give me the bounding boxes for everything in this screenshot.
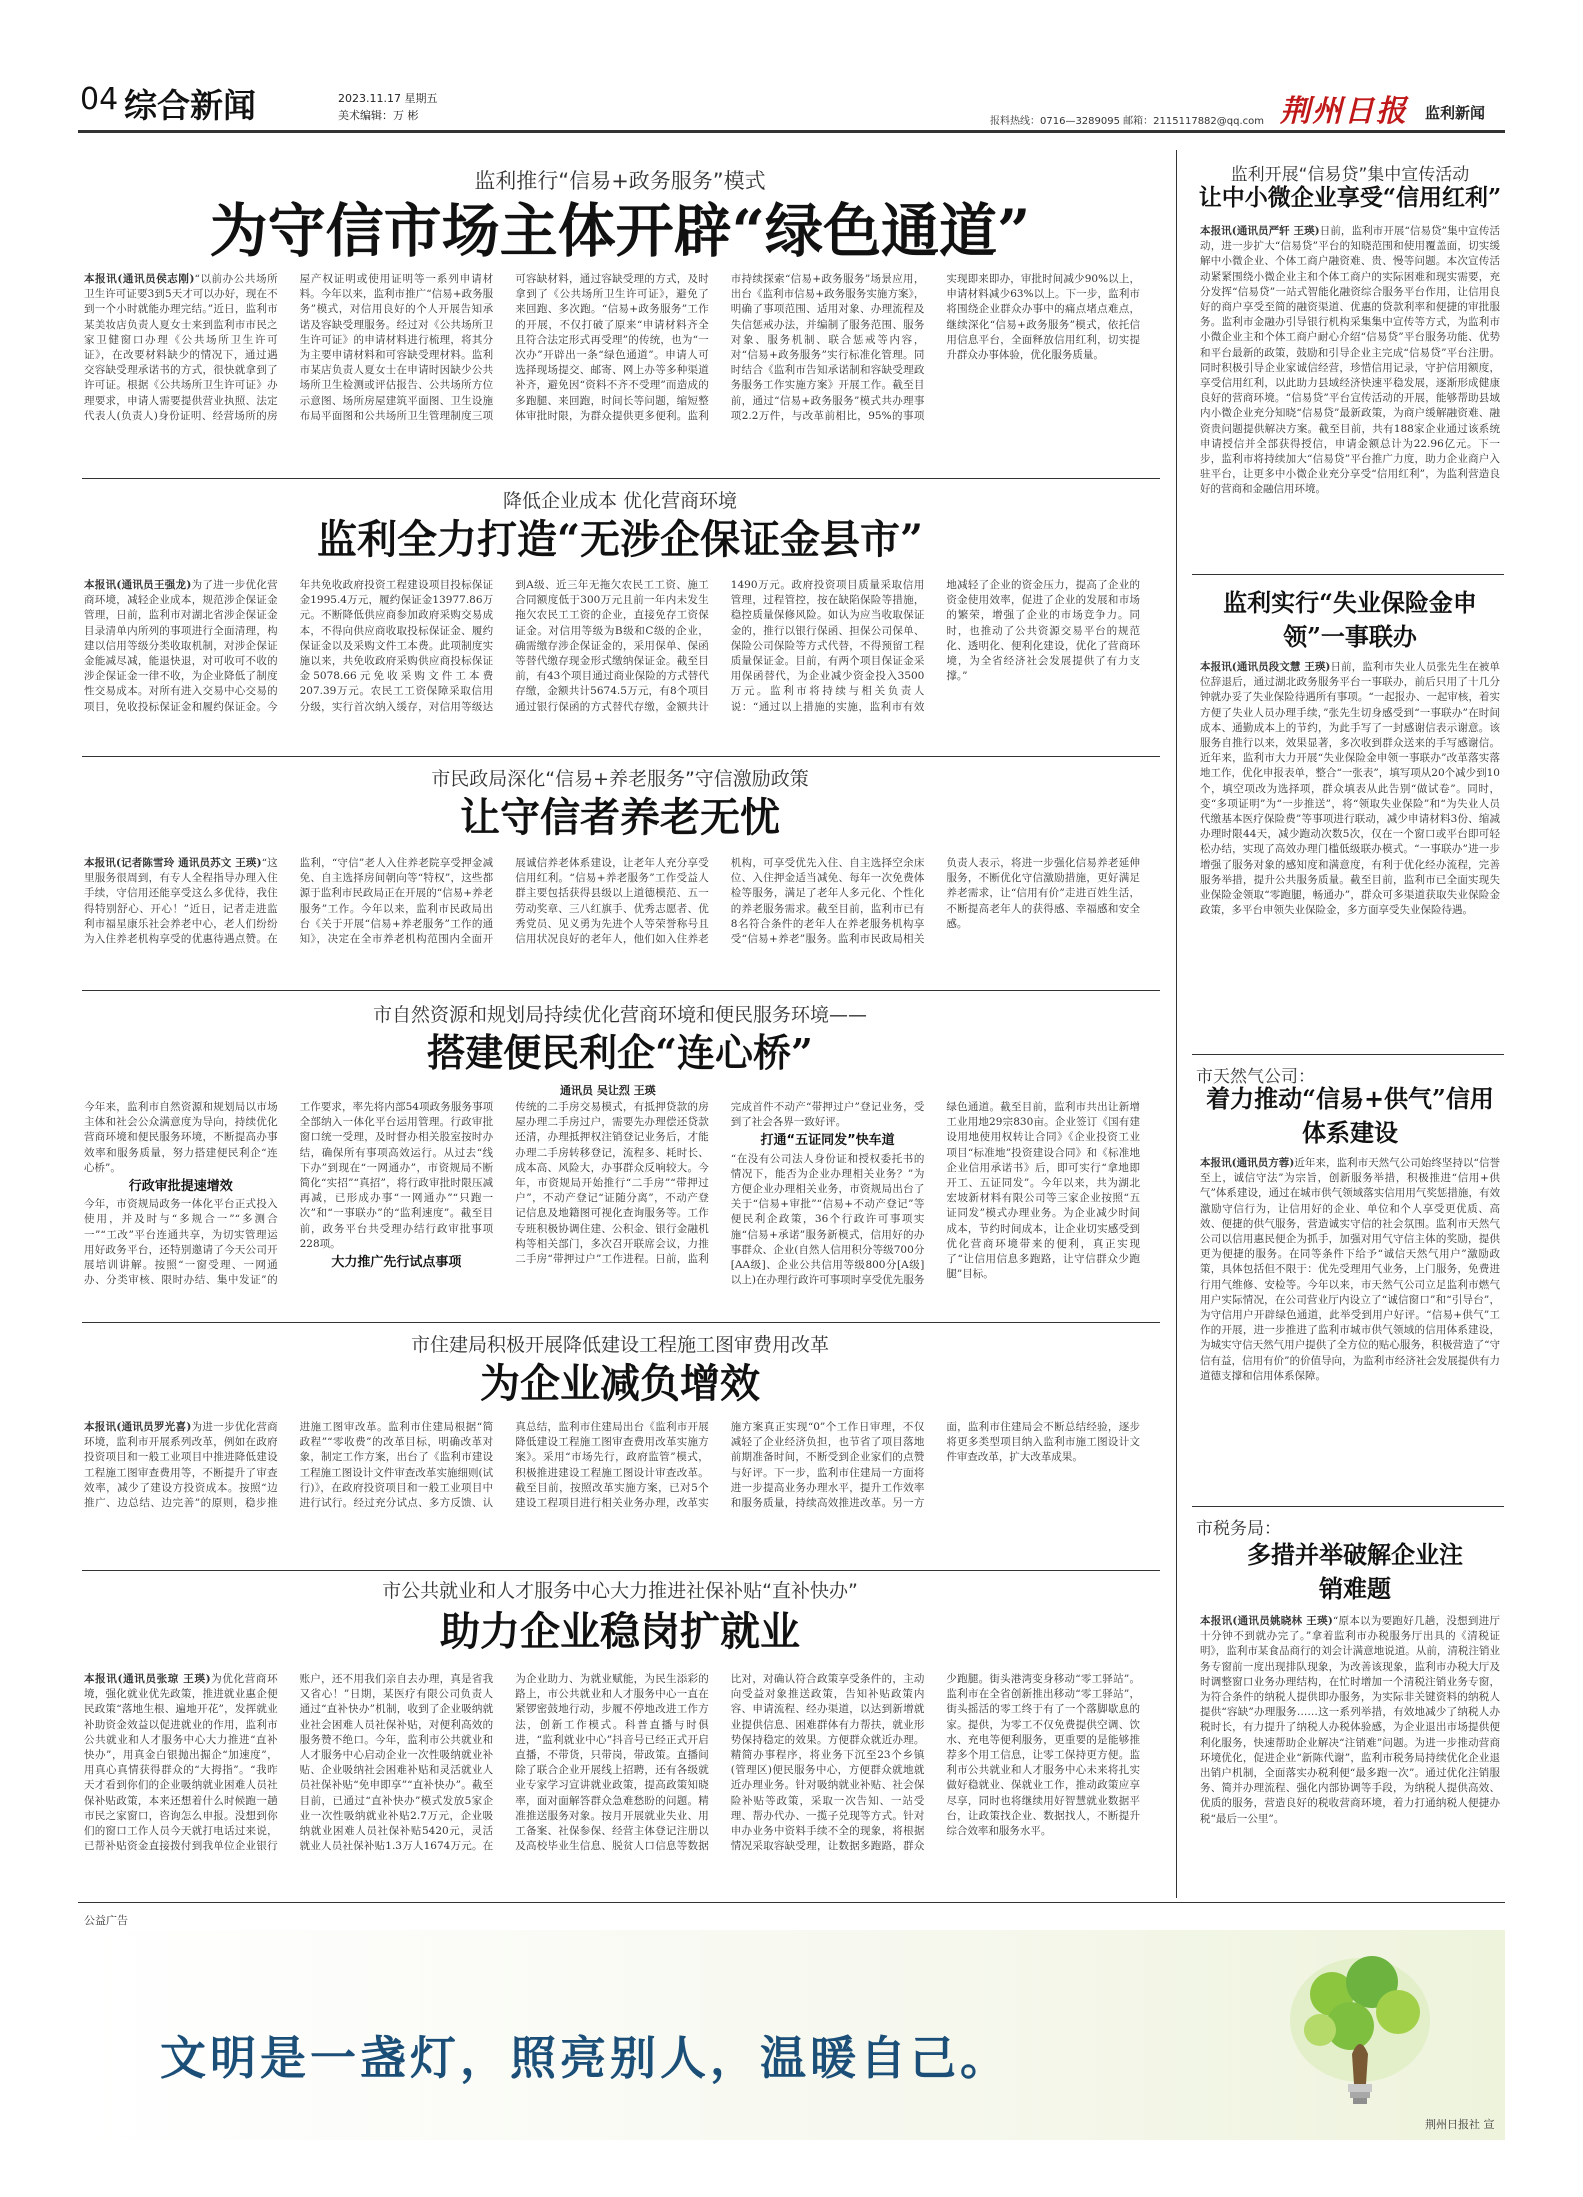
article-headline: 让守信者养老无忧 [460,794,780,841]
divider [82,1322,1160,1323]
divider [82,990,1160,991]
side-byline: 本报讯(通讯员段文慧 王瑛) [1200,661,1331,673]
article-headline: 为企业减负增效 [480,1360,760,1407]
ad-slogan: 文明是一盏灯，照亮别人，温暖自己。 [160,2031,1010,2085]
article-text: 为了进一步优化营商环境，减轻企业成本，规范涉企保证金管理，日前，监利市对湖北省涉企保证金目录清单内所列的事项进行全面清理，构建以信用等级分类收取机制，对涉企保证金能减尽减，能退快退，对可收可不收的涉企保证金一律不收，为企业降低了制度性交易成本。对所有进入交易中心交易的项目，免收投标保证金和履约保证金。今年共免收政府投资工程建设项目投标保证金1995.4万元，履约保证金13977.86万元。不断降低供应商参加政府采购交易成本，不得向供应商收取投标保证金、履约保证金以及采购文件工本费。此项制度实施以来，共免收政府采购供应商投标保证金5078.66元免收采购文件工本费207.39万元。农民工工资保障采取信用分级，实行首次纳入缓存，对信用等级达到A级、近三年无拖欠农民工工资、施工合同额度低于300万元且前一年内未发生拖欠农民工工资的企业，直接免存工资保证金。对信用等级为B级和C级的企业，确需缴存涉企保证金的，采用保单、保函等替代缴存现金形式缴纳保证金。截至目前，有43个项目通过商业保险的方式替代存缴，金额共计5674.5万元，有8个项目通过银行保函的方式替代存缴，金额共计1490万元。政府投资项目质量采取信用管理，过程管控，按在缺陷保险等措施，稳控质量保修风险。如认为应当收取保证金的，推行以银行保函、担保公司保单、保险公司保险等方式代替，不得预留工程质量保证金。目前，有两个项目保证金采用保函替代，为企业减少资金投入3500万元。监利市将持续与相关负责人说：“通过以上措施的实施，监利市有效地减轻了企业的资金压力，提高了企业的资金使用效率，促进了企业的发展和市场的繁荣，增强了企业的市场竞争力。同时，也推动了公共资源交易平台的规范化、透明化、便利化建设，优化了营商环境，为全省经济社会发展提供了有力支撑。” [84,579,1140,713]
column-divider [1176,150,1177,1898]
article-subhead: 大力推广先行试点事项 [331,1255,462,1271]
side-byline: 本报讯(通讯员姚晓林 王瑛) [1200,1615,1333,1627]
contact-line: 报料热线：0716—3289095 邮箱：2115117882@qq.com [990,116,1265,127]
article-text: “在没有公司法人身份证和授权委托书的情况下，能否为企业办理相关业务？”为方便企业办理相关业务，市资规局出台了关于“信易+审批”“信易+不动产登记”等便民利企政策，36个行政许可事项实施“信易+承诺”服务新模式，信用好的办事群众、企业(自然人信用积分等级700分[AA级]、企业公共信用等级800分[A级]以上)在办理行政许可事项时享受优先服务绿色通道。截至目前，监利市共出让新增工业用地29宗830亩。企业签订《国有建设用地使用权转让合同》《企业投资工业项目“标准地”投资建设合同》和《标准地企业信用承诺书》后，即可实行“拿地即开工、五证同发”。今年以来，共为湖北宏坡新材料有限公司等三家企业按照“五证同发”模式办理业务。为企业减少时间成本，节约时间成本，让企业切实感受到优化营商环境带来的便利，真正实现了“让信用信息多跑路，让守信群众少跑腿”目标。 [730,1101,1140,1287]
divider [82,756,1160,757]
article-headline: 搭建便民利企“连心桥” [427,1030,813,1075]
side-headline: 着力推动“信易+供气”信用体系建设 [1206,1084,1494,1147]
article-text: 为优化营商环境，强化就业优先政策，推进就业惠企便民政策“落地生根、遍地开花”，发挥就业补助资金效益以促进就业的作用，监利市公共就业和人才服务中心大力推进“直补快办”，用真金白银抛出掘企“加速度”，用真心真情获得群众的“大拇指”。“我昨天才看到你们的企业吸纳就业困难人员社保补贴政策，本来还想着什么时候跑一趟市民之家窗口，咨询怎么申报。没想到你们的窗口工作人员今天就打电话过来说，已帮补贴资金直接拨付到我单位企业银行账户，还不用我们亲自去办理，真是省我又省心！”日期，某医疗有限公司负责人通过“直补快办”机制，收到了企业吸纳就业社会困难人员社保补贴，对便利高效的服务赞不绝口。今年，监利市公共就业和人才服务中心启动企业一次性吸纳就业补贴、企业吸纳社会困难补贴和灵活就业人员社保补贴“免申即享”“直补快办”。截至目前，已通过“直补快办”模式发放5家企业一次性吸纳就业补贴2.7万元，企业吸纳就业困难人员社保补贴5420元，灵活就业人员社保补贴1.3万人1674万元。在为企业助力、为就业赋能，为民生添彩的路上，市公共就业和人才服务中心一直在紧锣密鼓地行动，步履不停地改进工作方法，创新工作模式。科普直播与时俱进，“监利就业中心”抖音号已经正式开启直播，不带货，只带岗，带政策。直播间除了联合企业开展线上招聘，还有各级就业专家学习宣讲就业政策，提高政策知晓率，面对面解答群众急难愁盼的问题。精准推送服务对象。按月开展就业失业、用工备案、社保参保、经营主体登记注册以及高校毕业生信息、脱贫人口信息等数据比对，对确认符合政策享受条件的，主动向受益对象推送政策，告知补贴政策内容、申请流程、经办渠道，以达到新增就业提供信息、困难群体有力帮扶，就业形势保持稳定的效果。方便群众就近办理。精简办事程序，将业务下沉至23个乡镇(管理区)便民服务中心，方便群众就地就近办理业务。针对吸纳就业补贴、社会保险补贴等政策，采取一次告知、一站受理、帮办代办、一揽子兑现等方式。针对申办业务中资料手续不全的现象，将根据情况采取容缺受理，让数据多跑路，群众少跑腿。街头港湾变身移动“零工驿站”。监利市在全省创新推出移动“零工驿站”，街头摇活的零工终于有了一个落脚歇息的家。提供，为零工不仅免费提供空调、饮水、充电等便利服务，更重要的是能够推荐多个用工信息，让零工保持更方便。监利市公共就业和人才服务中心未来将扎实做好稳就业、保就业工作，推动政策应享尽享，同时也将继续用好智慧就业数据平台，让政策找企业、数据找人，不断提升综合效率和服务水平。 [84,1673,1140,1853]
side-kicker: 监利开展“信易贷”集中宣传活动 [1230,165,1470,185]
article-body [84,1672,1140,1890]
article-kicker: 市自然资源和规划局持续优化营商环境和便民服务环境—— [372,1004,867,1026]
article-headline: 助力企业稳岗扩就业 [440,1608,800,1655]
article-byline: 通讯员 吴让烈 王瑛 [560,1084,656,1097]
side-text: 日前，监利市开展“信易贷”集中宣传活动，进一步扩大“信易贷”平台的知晓范围和使用覆盖面，切实缓解中小微企业、个体工商户融资难、贵、慢等问题。本次宣传活动紧紧围绕小微企业主和个体工商户的实际困难和现实需要，充分发挥“信易贷”一站式智能化融资综合服务平台作用，让信用良好的商户享受至简的融资渠道、优惠的贷款利率和便捷的审批服务。监利市金融办引导银行机构采集集中宣传等方式，为监利市小微企业主和个体工商户耐心介绍“信易贷”平台服务功能、优势和平台最新的政策，鼓励和引导企业主完成“信易贷”平台注册。同时积极引导企业家诚信经营，珍惜信用记录，守护信用额度，享受信用红利，以此助力县域经济快速平稳发展，逐渐形成健康良好的营商环境。“信易贷”平台宣传活动的开展，能够帮助县域内小微企业充分知晓“信易贷”最新政策，为商户缓解融资难、融资贵问题提供解决方案。截至目前，共有188家企业通过该系统申请授信并全部获得授信，申请金额总计为22.96亿元。下一步，监利市将持续加大“信易贷”平台推广力度，助力企业商户入驻平台，让更多中小微企业充分享受“信用红利”，为监利营造良好的营商和金融信用环境。 [1200,225,1500,496]
side-headline: 监利实行“失业保险金申领”一事联办 [1223,588,1477,651]
editor-line: 美术编辑：万 彬 [338,109,419,122]
article-kicker: 市民政局深化“信易+养老服务”守信激励政策 [431,768,809,790]
lightbulb-tree-icon [1260,1934,1460,2134]
article-body [84,1100,1140,1312]
article-byline: 本报讯(通讯员侯志刚) [84,273,195,285]
side-kicker: 市天然气公司： [1196,1067,1315,1087]
article-headline: 监利全力打造“无涉企保证金县市” [316,516,923,563]
side-body [1200,1614,1500,1890]
ad-credit: 荆州日报社 宣 [1425,2118,1495,2131]
side-text: 日前，监利市失业人员张先生在被单位辞退后，通过湖北政务服务平台一事联办，前后只用了十几分钟就办妥了失业保险待遇所有事项。“一起报办、一起审核，着实方便了失业人员办理手续，”张先生切身感受到“一事联办”在时间成本、通勤成本上的节约，为此手写了一封感谢信表示谢意。该服务自推行以来，效果显著，多次收到群众送来的手写感谢信。近年来，监利市大力开展“失业保险金申领一事联办”改革落实落地工作，优化申报表单，整合“一张表”，填写项从20个减少到10个，填空项改为选择项，群众填表从此告别“做试卷”。同时，变“多项证明”为“一步推送”，将“领取失业保险”和“为失业人员代缴基本医疗保险费”等事项进行联动，减少申请材料3份、缩减办理时限44天，减少跑动次数5次，仅在一个窗口或平台即可轻松办结，实现了高效办理门槛低级联办模式。“一事联办”进一步增强了服务对象的感知度和满意度，有利于优化经办流程，完善服务举措，提升公共服务质量。截至目前，监利市已全面实现失业保险金领取“零跑腿，畅通办”，群众可多渠道获取失业保险金政策，多平台申领失业保险金，多方面享受失业保险待遇。 [1200,661,1500,917]
divider [1192,574,1504,575]
article-byline: 本报讯(记者陈雪玲 通讯员苏文 王瑛) [84,857,262,869]
page-number: 04 [80,82,119,117]
article-text: 为进一步优化营商环境，监利市开展系列改革，例如在政府投资项目和一般工业项目中推进降低建设工程施工图审查费用等，不断提升了审查效率，减少了建设方投资成本。按照“边推广、边总结、边完善”的原则，稳步推进施工图审改革。监利市住建局根据“简政程”“零收费”的改革目标，明确改革对象，制定工作方案，出台了《监利市建设工程施工图设计文件审查改革实施细则(试行)》，在政府投资项目和一般工业项目中进行试行。经过充分试点、多方反馈、认真总结，监利市住建局出台《监利市开展降低建设工程施工图审查费用改革实施方案》。采用“市场先行，政府监管”模式，积极推进建设工程施工图设计审查改革。截至目前，按照改革实施方案，已对5个建设工程项目进行相关业务办理，改革实施方案真正实现“0”个工作日审理，不仅减轻了企业经济负担，也节省了项目落地前期准备时间，不断受到企业家们的点赞与好评。下一步，监利市住建局一方面将进一步提高业务办理水平，提升工作效率和服务质量，持续高效推进改革。另一方面，监利市住建局会不断总结经验，逐步将更多类型项目纳入监利市施工图设计文件审查改革，扩大改革成果。 [84,1421,1140,1510]
article-text: “这里服务很周到，有专人全程指导办理入住手续，守信用还能享受这么多优待，我住得特别舒心、开心！”近日，记者走进监利市福星康乐社会养老中心，老人们纷纷为入住养老机构享受的优惠待遇点赞。在监利，“守信”老人入住养老院享受押金减免、自主选择房间朝向等“特权”，这些都源于监利市民政局正在开展的“信易+养老服务”工作。今年以来，监利市民政局出台《关于开展“信易+养老服务”工作的通知》，决定在全市养老机构范围内全面开展诚信养老体系建设，让老年人充分享受信用红利。“信易+养老服务”工作受益人群主要包括获得县级以上道德模范、五一劳动奖章、三八红旗手、优秀志愿者、优秀党员、见义勇为先进个人等荣誉称号且信用状况良好的老年人，他们如入住养老机构，可享受优先入住、自主选择空余床位、入住押金适当减免、每年一次免费体检等服务，满足了老年人多元化、个性化的养老服务需求。截至目前，监利市已有8名符合条件的老年人在养老服务机构享受“信易+养老”服务。监利市民政局相关负责人表示，将进一步强化信易养老延伸服务，不断优化守信激励措施，更好满足养老需求，让“信用有价”走进百姓生活，不断提高老年人的获得感、幸福感和安全感。 [84,857,1140,946]
ad-rule [78,1902,1505,1903]
side-headline: 多措并举破解企业注销难题 [1247,1540,1463,1603]
article-byline: 本报讯(通讯员王强龙) [84,579,192,591]
paper-name-logo: 荆州日报 [1280,94,1408,129]
date-line: 2023.11.17 星期五 [338,92,438,105]
divider [82,1570,1160,1571]
side-text: 近年来，监利市天然气公司始终坚持以“信誉至上，诚信守法”为宗旨，创新服务举措，积极推进“信用+供气”体系建设，通过在城市供气领域落实信用用气奖惩措施，有效激励守信行为，让信用好的企业、单位和个人享受更优质、高效、便捷的供气服务，营造诚实守信的社会氛围。监利市天然气公司以信用惠民便企为抓手，加强对用气守信主体的奖励，提供更为便捷的服务。在同等条件下给予“诚信天然气用户”激励政策，具体包括但不限于：优先受理用气业务，上门服务，免费进行用气维修、安检等。今年以来，市天然气公司立足监利市燃气用户实际情况，在公司营业厅内设立了“诚信窗口”和“引导台”，为守信用户开辟绿色通道，此举受到用户好评。“信易+供气”工作的开展，进一步推进了监利市城市供气领域的信用体系建设，为城实守信天然气用户提供了全方位的贴心服务，积极营造了“守信有益，信用有价”的价值导向，为监利市经济社会发展提供有力道德支撑和信用体系保障。 [1200,1157,1500,1382]
masthead-rule [78,130,1505,133]
ad-banner [80,1930,1505,2140]
article-body [84,1420,1140,1560]
side-headline: 让中小微企业享受“信用红利” [1198,184,1502,211]
article-subhead: 行政审批提速增效 [128,1179,233,1195]
article-kicker: 市公共就业和人才服务中心大力推进社保补贴“直补快办” [382,1580,858,1602]
article-byline: 本报讯(通讯员罗光喜) [84,1421,192,1433]
article-text: 今年来，监利市自然资源和规划局以市场主体和社会公众满意度为导向，持续优化营商环境和便民服务环境，不断提高办事效率和服务质量，努力搭建便民利企“连心桥”。 [84,1101,278,1174]
side-body [1200,660,1500,1044]
ad-label: 公益广告 [84,1914,128,1927]
side-text: “原本以为要跑好几趟，没想到进厅十分钟不到就办完了。”拿着监利市办税服务厅出具的《清税证明》，监利市某食品商行的刘会计满意地说道。从前，清税注销业务专窗前一度出现排队现象，为改善该现象，监利市办税大厅及时调整窗口业务办理结构，在忙时增加一个清税注销业务专窗，为符合条件的纳税人提供即办服务，为实际非关键资料的纳税人提供“容缺”办理服务……这一系列举措，有效地减少了纳税人办税时长，有力提升了纳税人办税体验感，为企业退出市场提供便利化服务，快速帮助企业解决“注销难”问题。为进一步推动营商环境优化，促进企业“新陈代谢”，监利市税务局持续优化企业退出销户机制，全面落实办税利便“最多跑一次”。通过优化注销服务、简并办理流程、强化内部协调等手段，为纳税人提供高效、优质的服务，营造良好的税收营商环境，着力打通纳税人便捷办税“最后一公里”。 [1200,1615,1500,1825]
article-subhead: 打通“五证同发”快车道 [760,1133,895,1149]
article-body [84,272,1140,472]
edition-name: 监利新闻 [1425,104,1486,122]
side-kicker: 市税务局： [1196,1519,1281,1539]
divider [1192,1054,1504,1055]
side-byline: 本报讯(通讯员方蓉) [1200,1157,1295,1169]
divider [1192,1506,1504,1507]
article-kicker: 降低企业成本 优化营商环境 [502,490,738,512]
article-kicker: 市住建局积极开展降低建设工程施工图审费用改革 [410,1334,829,1356]
article-body [84,856,1140,964]
divider [82,478,1160,479]
side-byline: 本报讯(通讯员严轩 王瑛) [1200,225,1320,237]
article-text: 传统的二手房交易模式，有抵押贷款的房屋办理二手房过户，需要先办理偿还贷款还清，办理抵押权注销登记业务后，才能办理二手房转移登记，流程多、耗时长、成本高、风险大，办事群众反响较大。今年，市资规局开始推行“二手房”“带押过户”，不动产登记“证随分离”，不动产登记信息及地籍图可视化查询服务等。工作专班积极协调住建、公积金、银行金融机构等相关部门，多次召开联席会议，力推二手房“带押过户”工作进程。日前，监利完成首件不动产“带押过户”登记业务，受到了社会各界一致好评。 [515,1101,925,1266]
article-text: 今年，市资规局政务一体化平台正式投入使用，并及时与“多规合一”“多测合一”“工改”平台连通共享，为切实管理运用好政务平台，还特别邀请了今天公司开展培训讲解。按照“一窗受理、一网通办、分类审核、限时办结、集中发证”的工作要求，率先将内部54项政务服务事项全部纳入一体化平台运用管理。行政审批窗口统一受理，及时督办相关股室按时办结，确保所有事项高效运行。从过去“线下办”到现在“一网通办”，市资规局不断简化“实招”“真招”，将行政审批时限压减再减，已形成办事“一网通办”“只跑一次”和“一事联办”的“监利速度”。截至目前，政务平台共受理办结行政审批事项228项。 [84,1101,494,1287]
side-body [1200,224,1500,564]
section-title: 综合新闻 [124,86,256,125]
article-headline: 为守信市场主体开辟“绿色通道” [209,197,1031,265]
article-text: “以前办公共场所卫生许可证要3到5天才可以办好，现在不到一个小时就能办理完结。”近日，监利市某美妆店负责人夏女士来到监利市市民之家卫健窗口办理《公共场所卫生许可证》，在改要材料缺少的情况下，通过遇交容缺受理承诺书的方式，很快就拿到了许可证。根据《公共场所卫生许可证》办理要求，申请人需要提供营业执照、法定代表人(负责人)身份证明、经营场所的房屋产权证明或使用证明等一系列申请材料。今年以来，监利市推广“信易+政务服务”模式，对信用良好的个人开展告知承诺及容缺受理服务。经过对《公共场所卫生许可证》的申请材料进行梳理，将其分为主要申请材料和可容缺受理材料。监利市某店负责人夏女士在申请时因缺少公共场所卫生检测或评估报告、公共场所方位示意图、场所房屋建筑平面图、卫生设施布局平面图和公共场所卫生管理制度三项可容缺材料，通过容缺受理的方式，及时拿到了《公共场所卫生许可证》，避免了来回跑、多次跑。“信易+政务服务”工作的开展，不仅打破了原来“申请材料齐全且符合法定形式再受理”的传统，也为“一次办”开辟出一条“绿色通道”。申请人可选择现场提交、邮寄、网上办等多种渠道补齐，避免因“资料不齐不受理”而造成的多跑腿、来回跑，时间长等问题，缩短整体审批时限，为群众提供更多便利。监利市持续探索“信易+政务服务”场景应用，出台《监利市信易+政务服务实施方案》，明确了事项范围、适用对象、办理流程及失信惩戒办法，并编制了服务范围、服务对象、服务机制、联合惩戒等内容，对“信易+政务服务”实行标准化管理。同时结合《监利市告知承诺制和容缺受理政务服务工作实施方案》开展工作。截至目前，通过“信易+政务服务”模式共办理事项2.2万件，与改革前相比，95%的事项实现即来即办，审批时间减少90%以上，申请材料减少63%以上。下一步，监利市将围绕企业群众办事中的痛点堵点难点，继续深化“信易+政务服务”模式，依托信用信息平台，全面释放信用红利，切实提升群众办事体验，优化服务质量。 [84,273,1140,422]
article-body [84,578,1140,740]
article-kicker: 监利推行“信易+政务服务”模式 [474,169,766,193]
side-body [1200,1156,1500,1496]
article-byline: 本报讯(通讯员张琼 王瑛) [84,1673,211,1685]
